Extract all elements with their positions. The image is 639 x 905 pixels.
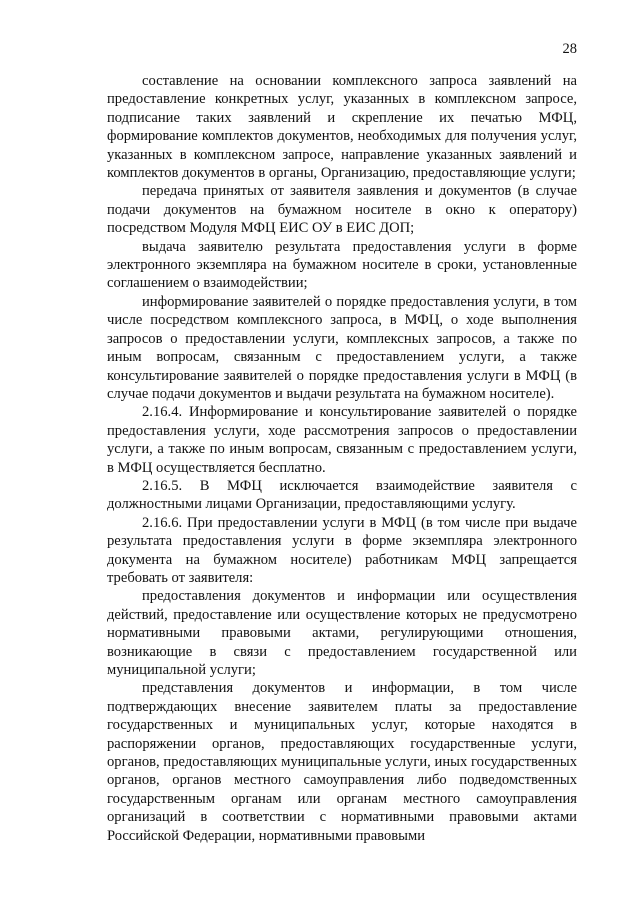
- body-text: [107, 72, 577, 845]
- paragraph: 2.16.6. При предоставлении услуги в МФЦ (в том числе при выдаче результата предоставления услуги в форме экземпляра электронного документа на бумажном носителе) работникам МФЦ запрещается требовать от заявителя:: [107, 514, 577, 586]
- paragraph: 2.16.5. В МФЦ исключается взаимодействие заявителя с должностными лицами Организации, предоставляющими услугу.: [107, 477, 577, 513]
- paragraph: выдача заявителю результата предоставления услуги в форме электронного экземпляра на бумажном носителе в сроки, установленные соглашением о взаимодействии;: [107, 238, 577, 292]
- paragraph: представления документов и информации, в том числе подтверждающих внесение заявителем платы за предоставление государственных и муниципальных услуг, которые находятся в распоряжении органов, предоставляющих государственные услуги, органов, предоставляющих муниципальные услуги, иных государственных органов, органов местного самоуправления либо подведомственных государственным органам или органам местного самоуправления организаций в соответствии с нормативными правовыми актами Российской Федерации, нормативными правовыми: [107, 680, 577, 844]
- paragraph: передача принятых от заявителя заявления и документов (в случае подачи документов на бумажном носителе в окно к оператору) посредством Модуля МФЦ ЕИС ОУ в ЕИС ДОП;: [107, 183, 577, 237]
- page-number: 28: [562, 41, 577, 57]
- paragraph: составление на основании комплексного запроса заявлений на предоставление конкретных услуг, указанных в комплексном запросе, подписание таких заявлений и скрепление их печатью МФЦ, формирование комплектов документов, необходимых для получения услуг, указанных в комплексном запросе, направление указанных заявлений и комплектов документов в органы, Организацию, предоставляющие услуги;: [107, 73, 577, 182]
- paragraph: 2.16.4. Информирование и консультирование заявителей о порядке предоставления услуги, ходе рассмотрения запросов о предоставлении услуги, а также по иным вопросам, связанным с предоставлением услуги, в МФЦ осуществляется бесплатно.: [107, 404, 577, 476]
- paragraph: информирование заявителей о порядке предоставления услуги, в том числе посредством комплексного запроса, в МФЦ, о ходе выполнения запросов о предоставлении услуги, комплексных запросов, а также по иным вопросам, связанным с предоставлением услуги, а также консультирование заявителей о порядке предоставления услуги в МФЦ (в случае подачи документов и выдачи результата на бумажном носителе).: [107, 293, 577, 402]
- paragraph: предоставления документов и информации или осуществления действий, предоставление или осуществление которых не предусмотрено нормативными правовыми актами, регулирующими отношения, возникающие в связи с предоставлением государственной или муниципальной услуги;: [107, 588, 577, 678]
